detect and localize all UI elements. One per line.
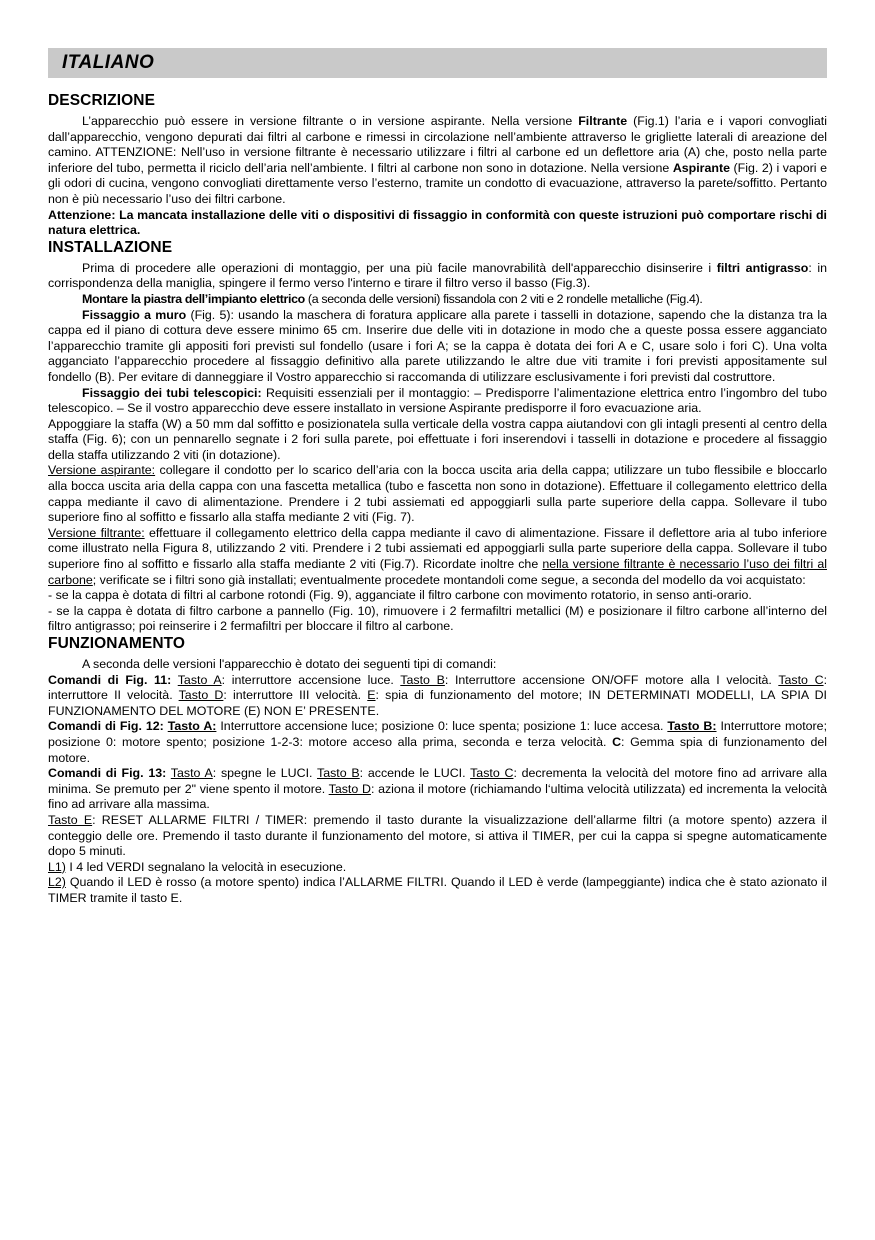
text-run: : RESET ALLARME FILTRI / TIMER: premendo il tasto durante la visualizzazione dell’allarme filtri (a motore spento) azzera il conteggio delle ore. Premendo il tasto durante il funzionamento del motore, si attiva il TIMER, per cui la cappa si spegne automaticamente dopo 5 minuti. xyxy=(48,812,827,859)
text-run: Tasto C xyxy=(470,766,514,781)
paragraph-descr-p1 xyxy=(48,114,827,208)
text-run: Aspirante xyxy=(672,160,730,175)
paragraph-inst-p1 xyxy=(48,261,827,292)
paragraph-inst-p8 xyxy=(48,588,827,604)
text-run: Tasto D xyxy=(328,781,371,796)
paragraph-inst-p7 xyxy=(48,526,827,588)
text-run: E xyxy=(367,688,376,703)
language-banner-label: ITALIANO xyxy=(62,52,155,73)
text-run: - se la cappa è dotata di filtro carbone a pannello (Fig. 10), rimuovere i 2 fermafiltri metallici (M) e posizionare il filtro carbone all’interno del filtro antigrasso; poi reinserire i 2 fermafiltri per bloccare il filtro al carbone. xyxy=(48,603,827,634)
text-run: : interruttore accensione luce. xyxy=(221,672,401,687)
text-run: Appoggiare la staffa (W) a 50 mm dal soffitto e posizionatela sulla verticale della vostra cappa aiutandovi con gli intagli presenti al centro della staffa (Fig. 6); con un pennarello segnate i 2 fori sulla parete, poi effettuate i fori inserendovi i tasselli in dotazione e procedere al fissaggio della staffa utilizzando 2 viti (in dotazione). xyxy=(48,416,827,462)
section-title-funzionamento: FUNZIONAMENTO xyxy=(48,635,186,652)
text-run: Attenzione: La mancata installazione delle viti o dispositivi di fissaggio in conformità con queste istruzioni può comportare rischi di natura elettrica. xyxy=(48,207,827,238)
paragraph-func-p5 xyxy=(48,813,827,860)
text-run: Tasto B: xyxy=(667,719,717,734)
text-run: (Fig.1) l’aria e i vapori convogliati dall’apparecchio, vengono depurati dai filtri al carbone e rimessi in circolazione nell’ambiente attraverso le grigliette laterali di areazione del camino. ATTENZIONE: Nell’uso in versione filtrante è necessario utilizzare i filtri al carbone ed un deflettore aria (A) che, posto nella parte inferiore del tubo, permetta il riciclo dell’aria nell’ambiente. I filtri al carbone non sono in dotazione. Nella versione xyxy=(48,114,827,175)
text-run: ; verificate se i filtri sono già installati; eventualmente procedete montandoli come segue, a seconda del modello da voi acquistato: xyxy=(92,572,806,587)
text-run: : Interruttore accensione ON/OFF motore alla I velocità. xyxy=(444,672,779,687)
document-body xyxy=(48,92,827,907)
text-run: filtri antigrasso xyxy=(716,260,809,275)
text-run: Tasto B xyxy=(317,766,360,781)
text-run: (Fig. 5): usando la maschera di foratura applicare alla parete i tasselli in dotazione, sapendo che la distanza tra la cappa ed il piano di cottura deve essere minimo 65 cm. Inserire due delle viti in dotazione in modo che a queste possa essere agganciato l’apparecchio tramite gli appositi fori previsti sul fondello (usare i fori A; se la cappa è dotata dei fori A e C, usare solo i fori C). Una volta agganciato l’apparecchio procedere al fissaggio definitivo alla parete utilizzando le altre due viti tramite i fori previsti appositamente sul fondello (B). Per evitare di danneggiare il Vostro apparecchio si raccomanda di utilizzare esclusivamente i fori previsti dal costruttore. xyxy=(48,307,827,384)
text-run: Versione filtrante: xyxy=(48,525,145,540)
text-run: : Gemma spia di funzionamento del motore. xyxy=(48,734,827,765)
paragraph-func-p1 xyxy=(48,657,827,673)
text-run: : interruttore II velocità. xyxy=(48,672,828,703)
text-run: : decrementa la velocità del motore fino ad arrivare alla minima. Se premuto per 2" viene spento il motore. xyxy=(48,766,827,796)
text-run: : aziona il motore (richiamando l‘ultima velocità utilizzata) ed incrementa la velocità fino ad arrivare alla massima. xyxy=(48,781,827,812)
paragraph-inst-p4 xyxy=(48,386,827,417)
text-run: : accende le LUCI. xyxy=(359,766,471,781)
text-run: Tasto D xyxy=(178,688,224,703)
text-run: Comandi di Fig. 12: xyxy=(48,719,164,734)
text-run: : interruttore III velocità. xyxy=(223,688,368,703)
text-run: Requisiti essenziali per il montaggio: – Predisporre l’alimentazione elettrica entro l’ingombro del tubo telescopico. – Se il vostro apparecchio deve essere installato in versione Aspirante predisporre il foro evacuazione aria. xyxy=(48,385,827,416)
text-run: nella versione filtrante è necessario l’uso dei filtri al carbone xyxy=(48,557,827,587)
paragraph-func-p4 xyxy=(48,766,827,813)
text-run: C xyxy=(612,734,622,749)
text-run: collegare il condotto per lo scarico dell’aria con la bocca uscita aria della cappa; utilizzare un tubo flessibile e bloccarlo alla bocca uscita aria della cappa con una fascetta metallica (tubo e fascetta non sono in dotazione). Effettuare il collegamento elettrico della cappa mediante il cavo di alimentazione. Prendere i 2 tubi assiemati ed appoggiarli sulla parte superiore della cappa. Sollevare il tubo superiore fino al soffitto e fissarlo alla staffa mediante 2 viti (Fig. 7). xyxy=(48,463,827,525)
section-title-installazione: INSTALLAZIONE xyxy=(48,238,173,256)
text-run: Fissaggio dei tubi telescopici: xyxy=(82,385,262,400)
section-title-descrizione: DESCRIZIONE xyxy=(48,92,156,109)
text-run: L1) xyxy=(48,859,66,874)
paragraph-inst-p2 xyxy=(48,292,827,308)
text-run: Tasto A xyxy=(177,672,222,687)
text-run: Tasto A: xyxy=(167,719,217,734)
text-run: A seconda delle versioni l'apparecchio è dotato dei seguenti tipi di comandi: xyxy=(82,657,497,671)
text-run: Tasto B xyxy=(400,672,445,687)
text-run: Montare la piastra dell’impianto elettrico xyxy=(82,291,305,306)
text-run: Comandi di Fig. 11: xyxy=(48,672,172,687)
paragraph-func-p3 xyxy=(48,719,827,766)
text-run: Interruttore motore; posizione 0: motore spento; posizione 1-2-3: motore acceso alla prima, seconda e terza velocità. xyxy=(48,719,828,749)
language-banner xyxy=(48,48,827,78)
text-run: L’apparecchio può essere in versione filtrante o in versione aspirante. Nella versione xyxy=(82,114,579,128)
paragraph-func-p6 xyxy=(48,860,827,876)
paragraph-descr-p2 xyxy=(48,208,827,239)
text-run: Prima di procedere alle operazioni di montaggio, per una più facile manovrabilità dell'apparecchio disinserire i xyxy=(82,260,717,275)
text-run: Tasto A xyxy=(170,766,213,781)
text-run: (Fig. 2) i vapori e gli odori di cucina, vengono convogliati direttamente verso l’esterno, tramite un condotto di evacuazione, attraverso la parete/soffitto. Pertanto non è più necessario l’uso dei filtri carbone. xyxy=(48,160,827,206)
paragraph-inst-p6 xyxy=(48,463,827,525)
text-run: Tasto E xyxy=(48,812,93,827)
text-run: : in corrispondenza della maniglia, spingere il fermo verso l'interno e tirare il filtro verso il basso (Fig.3). xyxy=(48,260,827,291)
paragraph-func-p2 xyxy=(48,673,827,720)
text-run: Tasto C xyxy=(778,672,824,687)
text-run: Versione aspirante: xyxy=(48,463,156,478)
text-run: : spia di funzionamento del motore; IN DETERMINATI MODELLI, LA SPIA DI FUNZIONAMENTO DEL MOTORE (E) NON E’ PRESENTE. xyxy=(48,688,827,718)
text-run: Comandi di Fig. 13: xyxy=(48,766,167,781)
text-run: Quando il LED è rosso (a motore spento) indica l’ALLARME FILTRI. Quando il LED è verde (lampeggiante) indica che è stato azionato il TIMER tramite il tasto E. xyxy=(48,875,827,905)
paragraph-inst-p9 xyxy=(48,604,827,635)
paragraph-inst-p5 xyxy=(48,417,827,464)
text-run: L2) xyxy=(48,875,66,890)
text-run: Filtrante xyxy=(578,114,628,128)
paragraph-func-p7 xyxy=(48,875,827,906)
text-run: I 4 led VERDI segnalano la velocità in esecuzione. xyxy=(65,859,347,874)
text-run: Interruttore accensione luce; posizione 0: luce spenta; posizione 1: luce accesa. xyxy=(216,719,668,734)
text-run: effettuare il collegamento elettrico della cappa mediante il cavo di alimentazione. Fissare il deflettore aria al tubo inferiore come illustrato nella Figura 8, utilizzando 2 viti. Prendere i 2 tubi assiemati ed appoggiarli sulla parte superiore della cappa. Sollevare il tubo superiore fino al soffitto e fissarlo alla staffa mediante 2 viti (Fig.7). Ricordate inoltre che xyxy=(48,525,827,572)
paragraph-inst-p3 xyxy=(48,308,827,386)
text-run: : spegne le LUCI. xyxy=(212,766,318,781)
text-run: - se la cappa è dotata di filtri al carbone rotondi (Fig. 9), agganciate il filtro carbone con movimento rotatorio, in senso anti-orario. xyxy=(48,588,752,603)
text-run: Fissaggio a muro xyxy=(82,307,187,322)
text-run: (a seconda delle versioni) fissandola con 2 viti e 2 rondelle metalliche (Fig.4). xyxy=(304,291,703,306)
